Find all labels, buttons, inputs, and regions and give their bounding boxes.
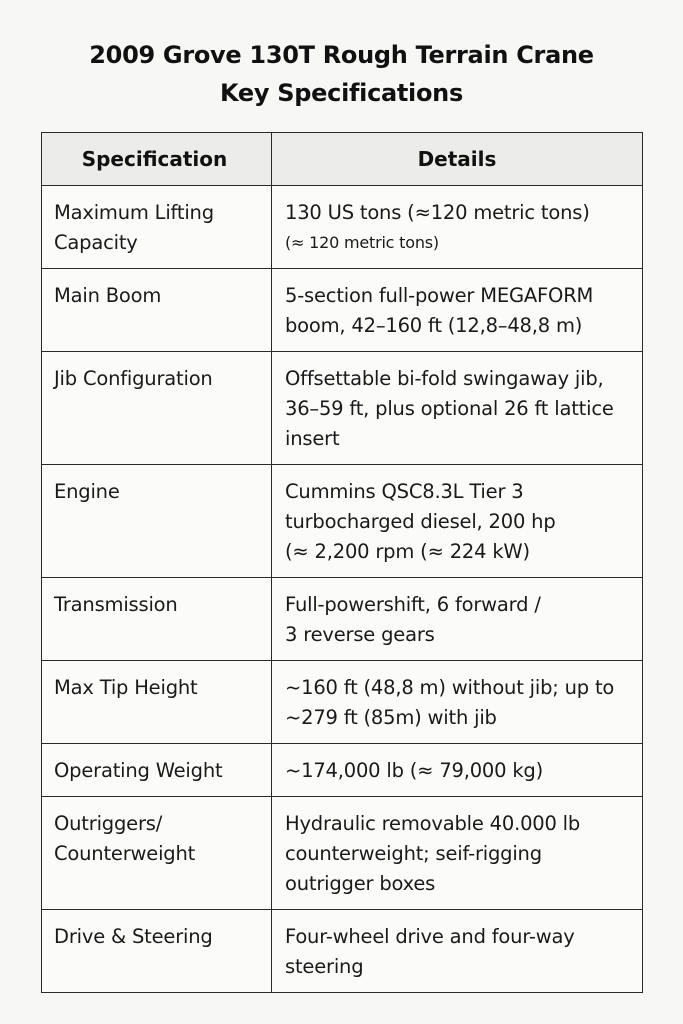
column-header-details: Details [272,133,643,186]
spec-text: Operating Weight [54,759,223,782]
table-header-row [42,133,643,186]
details-text: Offsettable bi-fold swingaway jib, [285,367,604,390]
details-text: (≈ 2,200 rpm (≈ 224 kW) [285,540,530,563]
details-cell [272,352,643,465]
table-row-lifting-capacity [42,186,643,269]
details-text: Full-powershift, 6 forward / [285,593,541,616]
spec-cell [42,578,272,661]
spec-text: Transmission [54,593,178,616]
title-line-1: 2009 Grove 130T Rough Terrain Crane [89,41,594,69]
details-text: Hydraulic removable 40.000 lb [285,812,581,835]
spec-text: Jib Configuration [54,367,213,390]
details-text: (≈ 120 metric tons) [285,233,439,252]
details-cell [272,269,643,352]
details-cell [272,910,643,993]
details-text: insert [285,427,340,450]
details-text: counterweight; seif-rigging [285,842,542,865]
title-line-2: Key Specifications [220,79,463,107]
table-row-transmission [42,578,643,661]
specifications-table [41,132,643,993]
details-text: 5-section full-power MEGAFORM [285,284,594,307]
table-row-operating-weight [42,744,643,797]
table-row-max-tip-height [42,661,643,744]
details-text: ~279 ft (85m) with jib [285,706,497,729]
spec-cell [42,465,272,578]
details-text: boom, 42–160 ft (12,8–48,8 m) [285,314,583,337]
table-row-engine [42,465,643,578]
spec-cell [42,797,272,910]
spec-text: Drive & Steering [54,925,213,948]
table-row-outriggers-counterweight [42,797,643,910]
details-cell [272,744,643,797]
details-text: turbocharged diesel, 200 hp [285,510,556,533]
details-text: steering [285,955,364,978]
spec-text: Outriggers/ [54,812,163,835]
table-row-drive-steering [42,910,643,993]
details-cell [272,797,643,910]
spec-cell [42,269,272,352]
details-cell [272,661,643,744]
spec-cell [42,661,272,744]
column-header-specification: Specification [42,133,272,186]
details-cell [272,578,643,661]
spec-cell [42,910,272,993]
details-text: 36–59 ft, plus optional 26 ft lattice [285,397,614,420]
spec-cell [42,186,272,269]
details-text: Cummins QSC8.3L Tier 3 [285,480,524,503]
spec-text: Main Boom [54,284,162,307]
details-text: ~174,000 lb (≈ 79,000 kg) [285,759,544,782]
table-row-main-boom [42,269,643,352]
page-title [0,36,683,112]
spec-text: Engine [54,480,120,503]
details-cell [272,465,643,578]
details-text: ~160 ft (48,8 m) without jib; up to [285,676,615,699]
spec-text: Counterweight [54,842,196,865]
details-text: Four-wheel drive and four-way [285,925,575,948]
table-row-jib-configuration [42,352,643,465]
details-text: 130 US tons (≈120 metric tons) [285,201,590,224]
details-text: 3 reverse gears [285,623,435,646]
spec-cell [42,352,272,465]
details-text: outrigger boxes [285,872,436,895]
details-cell [272,186,643,269]
spec-text: Capacity [54,231,138,254]
spec-text: Maximum Lifting [54,201,214,224]
spec-text: Max Tip Height [54,676,198,699]
spec-cell [42,744,272,797]
